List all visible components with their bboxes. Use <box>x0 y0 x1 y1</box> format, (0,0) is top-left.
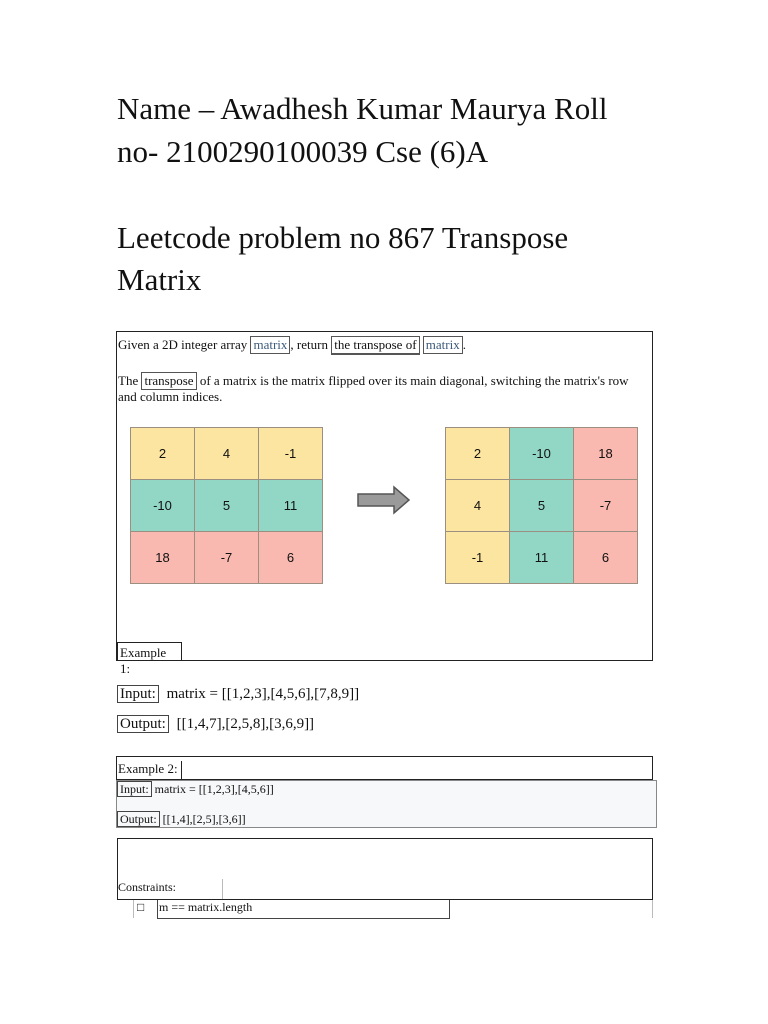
divider <box>133 900 134 918</box>
matrix-left-cell: 5 <box>195 480 259 532</box>
student-name-line: Name – Awadhesh Kumar Maurya Roll <box>117 91 608 126</box>
example1-label: Example 1: <box>117 642 182 660</box>
matrix-left-cell: 11 <box>259 480 323 532</box>
problem-statement <box>118 336 648 355</box>
matrix-right-cell: -7 <box>574 480 638 532</box>
example1-input <box>117 686 359 703</box>
period: . <box>462 337 466 352</box>
definition-line2: and column indices. <box>118 389 223 404</box>
example1-input-value: matrix = [[1,2,3],[4,5,6],[7,8,9]] <box>166 686 360 702</box>
matrix-right-cell: 18 <box>574 428 638 480</box>
matrix-right-cell: 5 <box>510 480 574 532</box>
example1-output-value: [[1,4,7],[2,5,8],[3,6,9]] <box>176 716 315 732</box>
matrix-right-cell: 4 <box>446 480 510 532</box>
transpose-word: transpose <box>141 372 196 390</box>
constraint-bullet-icon: □ <box>137 900 145 914</box>
problem-title-line2: Matrix <box>117 262 202 297</box>
definition-prefix: The <box>118 373 139 388</box>
matrix-right-cell: 6 <box>574 532 638 584</box>
matrix-right <box>445 427 638 584</box>
divider <box>652 900 653 918</box>
example2-input-label: Input: <box>117 781 152 797</box>
matrix-right-cell: 2 <box>446 428 510 480</box>
matrix-left-cell: -7 <box>195 532 259 584</box>
arrow-right-icon <box>356 485 412 515</box>
example2-label: Example 2: <box>118 761 182 780</box>
constraints-label: Constraints: <box>118 880 177 894</box>
matrix-left-cell: 4 <box>195 428 259 480</box>
matrix-right-cell: -1 <box>446 532 510 584</box>
matrix-right-cell: -10 <box>510 428 574 480</box>
matrix-left <box>130 427 323 584</box>
example1-output-label: Output: <box>117 715 169 733</box>
matrix-left-cell: 18 <box>131 532 195 584</box>
matrix-right-cell: 11 <box>510 532 574 584</box>
matrix-left-cell: 2 <box>131 428 195 480</box>
problem-title-line: Leetcode problem no 867 Transpose <box>117 220 569 255</box>
student-roll-line: no- 2100290100039 Cse (6)A <box>117 134 489 169</box>
matrix-left-cell: -10 <box>131 480 195 532</box>
example2-output-value: [[1,4],[2,5],[3,6]] <box>162 812 246 826</box>
example2-input-value: matrix = [[1,2,3],[4,5,6]] <box>154 782 274 796</box>
example2-input <box>117 782 274 797</box>
transpose-phrase: the transpose of <box>331 336 419 355</box>
constraint-item: m == matrix.length <box>159 900 253 914</box>
example2-box <box>116 756 653 780</box>
definition-rest: of a matrix is the matrix flipped over its main diagonal, switching the matrix's row <box>199 373 629 388</box>
given-prefix: Given a 2D integer array <box>118 337 248 352</box>
definition-line1 <box>118 372 653 390</box>
example2-output-label: Output: <box>117 811 160 827</box>
divider <box>222 879 223 899</box>
constraints-box <box>117 838 653 900</box>
matrix-left-cell: -1 <box>259 428 323 480</box>
example1-output <box>117 716 314 733</box>
return-text: , return <box>290 337 328 352</box>
matrix-code: matrix <box>250 336 290 354</box>
example2-output <box>117 812 246 827</box>
matrix-left-cell: 6 <box>259 532 323 584</box>
example1-input-label: Input: <box>117 685 159 703</box>
matrix-code-2: matrix <box>423 336 463 354</box>
